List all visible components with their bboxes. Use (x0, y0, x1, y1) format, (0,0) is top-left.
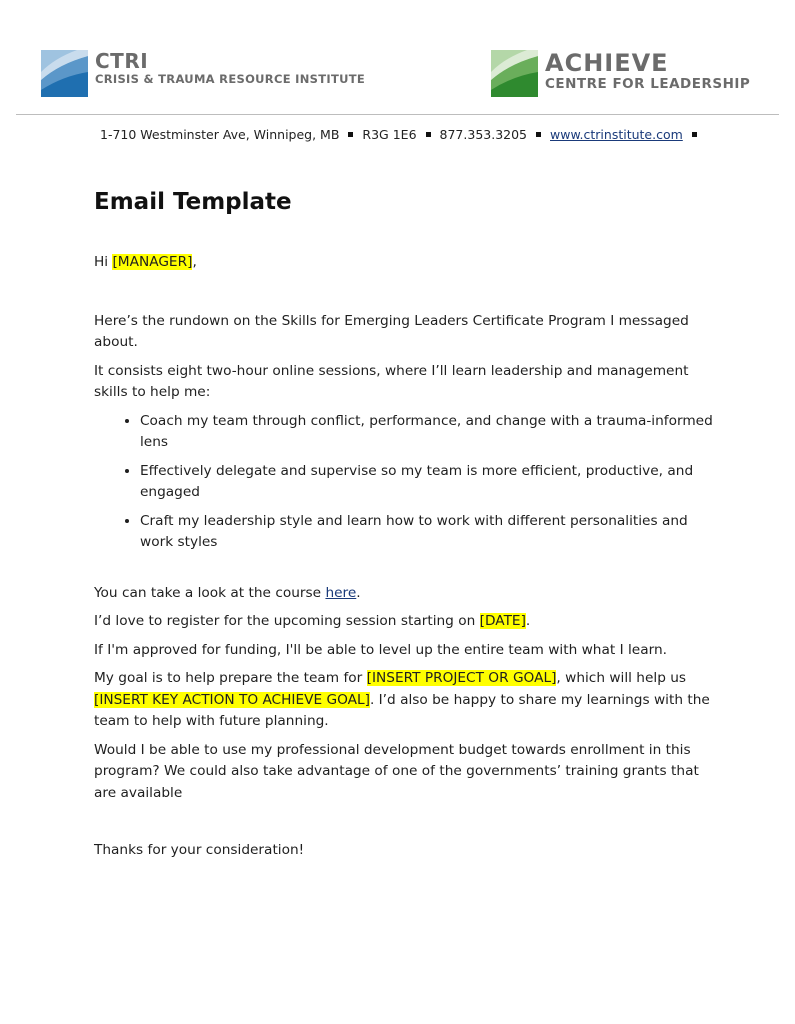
square-bullet-icon (426, 132, 431, 137)
goal-text: My goal is to help prepare the team for (94, 670, 367, 686)
benefits-list (94, 411, 714, 554)
funding-paragraph: If I'm approved for funding, I'll be able to level up the entire team with what I learn. (94, 641, 667, 658)
street-address: 1-710 Westminster Ave, Winnipeg, MB (100, 127, 340, 142)
ctri-subtitle: CRISIS & TRAUMA RESOURCE INSTITUTE (95, 72, 366, 86)
header-divider (16, 114, 779, 115)
page-title: Email Template (94, 189, 292, 215)
greeting (94, 252, 714, 274)
register-period: . (525, 613, 531, 629)
goal-middle-text: , which will help us (556, 670, 687, 686)
address-line (100, 127, 706, 142)
ctri-name: CTRI (95, 49, 149, 73)
list-item: • Coach my team through conflict, performance, and change with a trauma-informed lens (140, 411, 714, 454)
action-placeholder: [INSERT KEY ACTION TO ACHIEVE GOAL] (94, 691, 370, 708)
intro-paragraph: Here’s the rundown on the Skills for Emerging Leaders Certificate Program I messaged about. (94, 312, 689, 350)
course-link[interactable]: here (325, 584, 357, 601)
square-bullet-icon (536, 132, 541, 137)
square-bullet-icon (692, 132, 697, 137)
manager-placeholder: [MANAGER] (112, 254, 193, 270)
budget-paragraph: Would I be able to use my professional development budget towards enrollment in this program? We could also take advantage of one of the governments’ training grants that are available (94, 741, 699, 801)
program-paragraph: It consists eight two-hour online sessions, where I’ll learn leadership and management skills to help me: (94, 362, 689, 400)
ctri-logo (41, 50, 365, 97)
course-period: . (356, 584, 361, 601)
postal-code: R3G 1E6 (362, 127, 417, 142)
ctri-logo-icon (41, 50, 88, 97)
project-placeholder: [INSERT PROJECT OR GOAL] (366, 670, 557, 686)
list-item: • Effectively delegate and supervise so my team is more efficient, productive, and engaged (140, 461, 714, 504)
square-bullet-icon (348, 132, 353, 137)
website-link[interactable]: www.ctrinstitute.com (550, 127, 683, 142)
list-item: • Craft my leadership style and learn how to work with different personalities and work styles (140, 511, 714, 554)
goal-paragraph (94, 668, 714, 733)
goal-end-text: . I’d also be happy to share my learnings with the team to help with future planning. (94, 691, 710, 729)
closing-line: Thanks for your consideration! (94, 842, 305, 858)
letterhead (0, 0, 795, 116)
achieve-name: ACHIEVE (545, 49, 669, 77)
achieve-subtitle: CENTRE FOR LEADERSHIP (545, 76, 751, 92)
achieve-logo-icon (491, 50, 538, 97)
course-text: You can take a look at the course (94, 584, 326, 601)
greeting-text: Hi (94, 254, 113, 270)
achieve-logo (491, 50, 750, 97)
course-paragraph (94, 583, 714, 605)
phone-number: 877.353.3205 (439, 127, 528, 142)
greeting-comma: , (192, 254, 197, 270)
date-placeholder: [DATE] (479, 613, 526, 629)
register-text: I’d love to register for the upcoming session starting on (94, 613, 480, 629)
register-paragraph (94, 611, 714, 633)
document-body (94, 186, 714, 862)
